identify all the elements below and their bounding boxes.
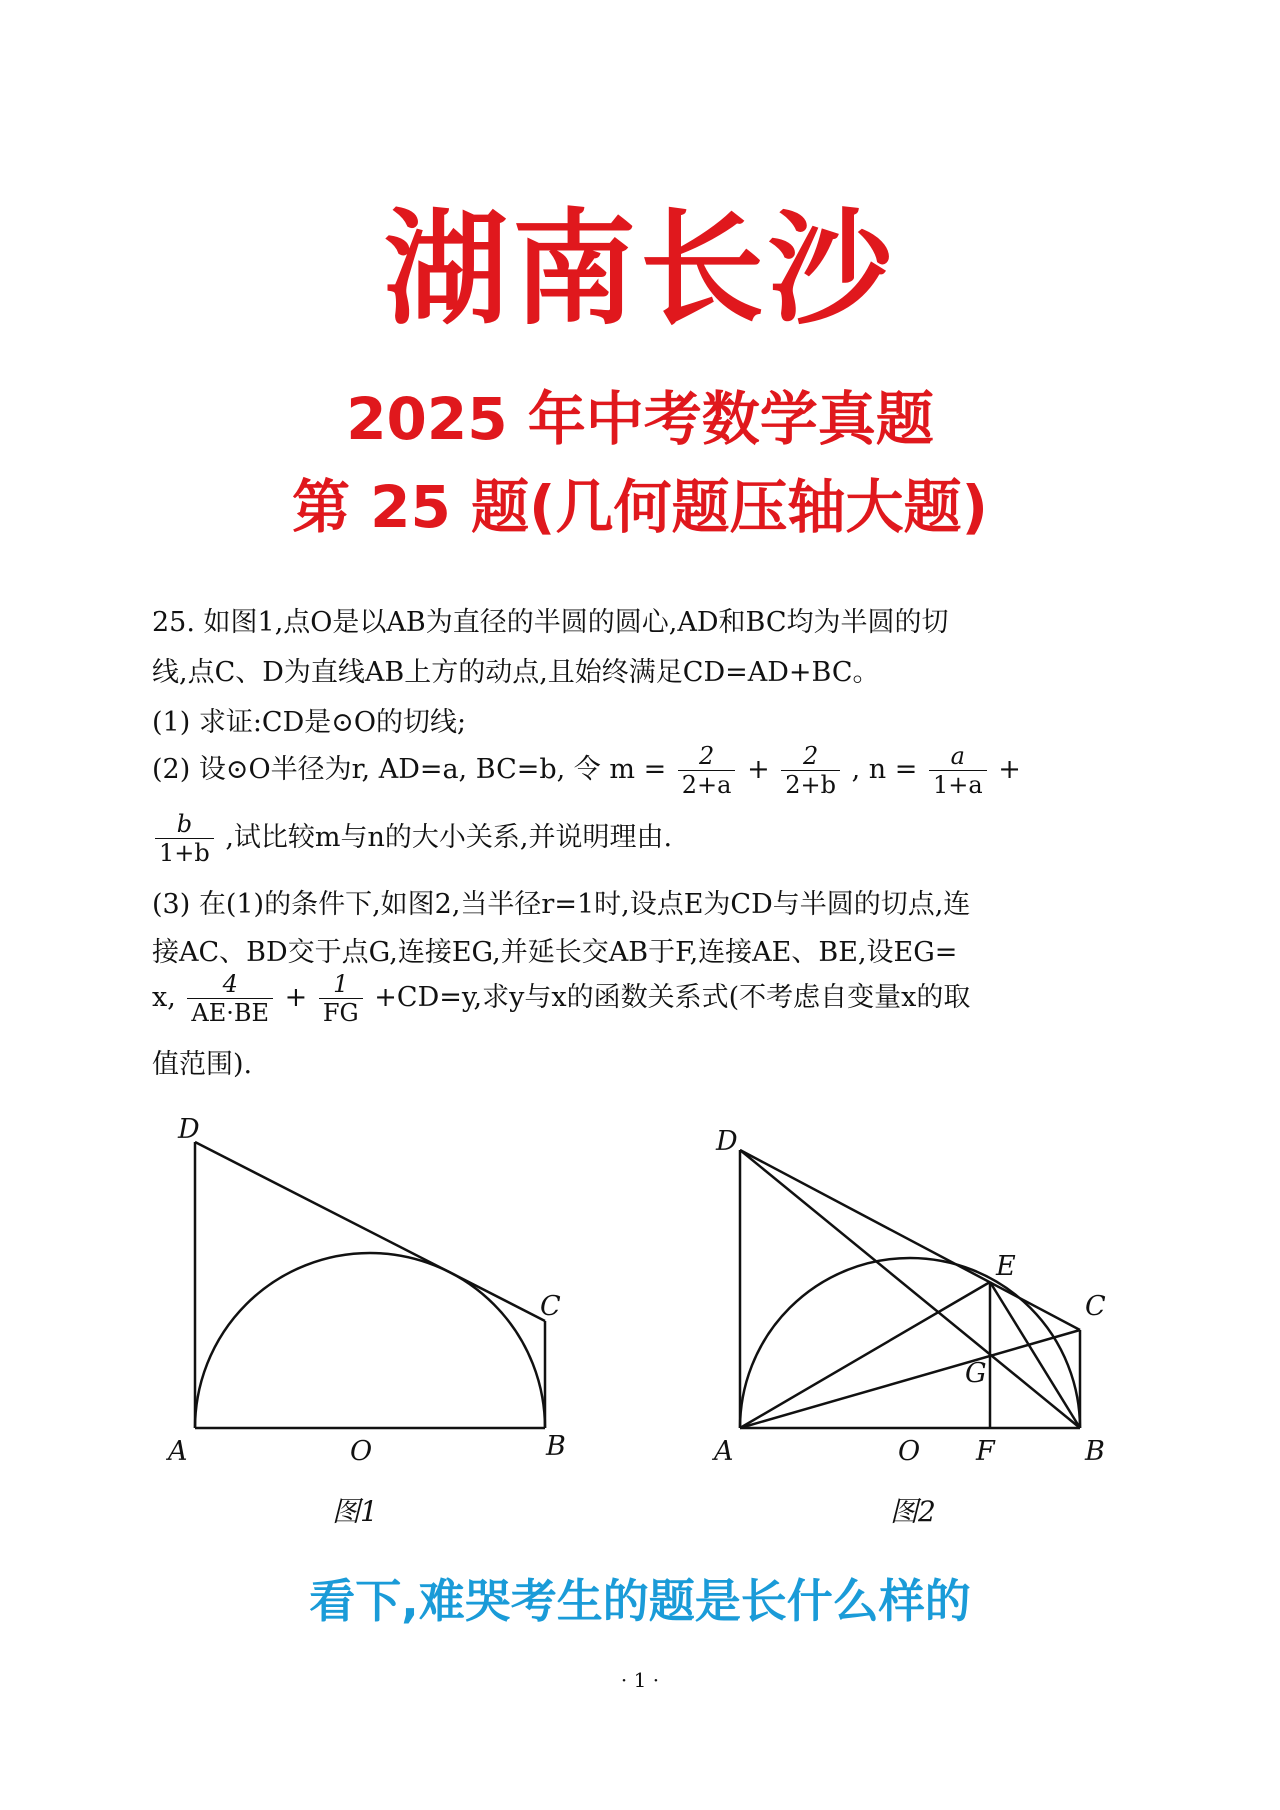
page-title: 湖南长沙 [383, 198, 896, 342]
problem-part-3b: 接AC、BD交于点G,连接EG,并延长交AB于F,连接AE、BE,设EG= [152, 937, 958, 968]
problem-part-2b [152, 808, 672, 868]
part2-prefix: (2) 设⊙O半径为r, AD=a, BC=b, 令 m = [152, 754, 667, 785]
problem-part-3d: 值范围). [152, 1049, 253, 1080]
frac-num: 4 [187, 970, 273, 999]
page-subtitle-exam: 2025 年中考数学真题 [346, 385, 934, 453]
semicircle-arc [195, 1253, 545, 1428]
page-subtitle-question: 第 25 题(几何题压轴大题) [291, 473, 989, 541]
problem-part-3a: (3) 在(1)的条件下,如图2,当半径r=1时,设点E为CD与半圆的切点,连 [152, 889, 971, 920]
figure-1-diagram [150, 1110, 590, 1480]
label-o: O [350, 1436, 373, 1467]
part2-mid: , n = [851, 754, 918, 785]
figure-2-diagram [700, 1110, 1140, 1480]
fraction-m1 [678, 742, 736, 799]
label-d: D [716, 1126, 738, 1157]
segment-dc [195, 1142, 545, 1321]
segment-bd [740, 1150, 1080, 1428]
figure-1-caption: 图1 [332, 1495, 378, 1528]
label-o: O [898, 1436, 921, 1467]
label-a: A [714, 1436, 734, 1467]
fraction-n1 [929, 742, 987, 799]
problem-line-2: 线,点C、D为直线AB上方的动点,且始终满足CD=AD+BC。 [152, 657, 880, 688]
label-d: D [178, 1114, 200, 1145]
part3c-prefix: x, [152, 982, 176, 1013]
frac-num: 1 [319, 970, 363, 999]
figure-2-caption: 图2 [890, 1495, 936, 1528]
fraction-y1 [187, 970, 273, 1027]
frac-num: 2 [781, 742, 840, 771]
fraction-y2 [319, 970, 363, 1027]
frac-num: b [155, 810, 214, 839]
frac-den: 2+a [681, 771, 732, 799]
label-b: B [546, 1431, 566, 1462]
frac-num: 2 [678, 742, 736, 771]
problem-part-3c [152, 968, 970, 1028]
footer-caption: 看下,难哭考生的题是长什么样的 [309, 1574, 971, 1628]
label-f: F [976, 1436, 995, 1467]
frac-den: FG [322, 999, 359, 1027]
plus-sign: + [284, 982, 308, 1013]
plus-sign: + [998, 754, 1021, 785]
label-e: E [996, 1251, 1016, 1282]
problem-part-2a [152, 740, 1021, 800]
problem-part-1: (1) 求证:CD是⊙O的切线; [152, 707, 467, 738]
frac-den: AE·BE [191, 999, 270, 1027]
part2-suffix: ,试比较m与n的大小关系,并说明理由. [225, 822, 673, 853]
frac-den: 2+b [785, 771, 837, 799]
segment-be [990, 1282, 1080, 1428]
frac-den: 1+a [932, 771, 983, 799]
page-number: · 1 · [620, 1668, 660, 1692]
problem-line-1: 25. 如图1,点O是以AB为直径的半圆的圆心,AD和BC均为半圆的切 [152, 607, 949, 638]
part3c-suffix: +CD=y,求y与x的函数关系式(不考虑自变量x的取 [374, 982, 971, 1013]
segment-ae [740, 1282, 990, 1428]
fraction-m2 [781, 742, 840, 799]
plus-sign: + [747, 754, 770, 785]
fraction-n2 [155, 810, 214, 867]
label-a: A [168, 1436, 188, 1467]
label-c: C [1085, 1291, 1106, 1322]
segment-dc [740, 1150, 1080, 1330]
label-g: G [965, 1358, 987, 1389]
frac-den: 1+b [159, 839, 210, 867]
frac-num: a [929, 742, 987, 771]
label-c: C [540, 1291, 561, 1322]
label-b: B [1085, 1436, 1105, 1467]
